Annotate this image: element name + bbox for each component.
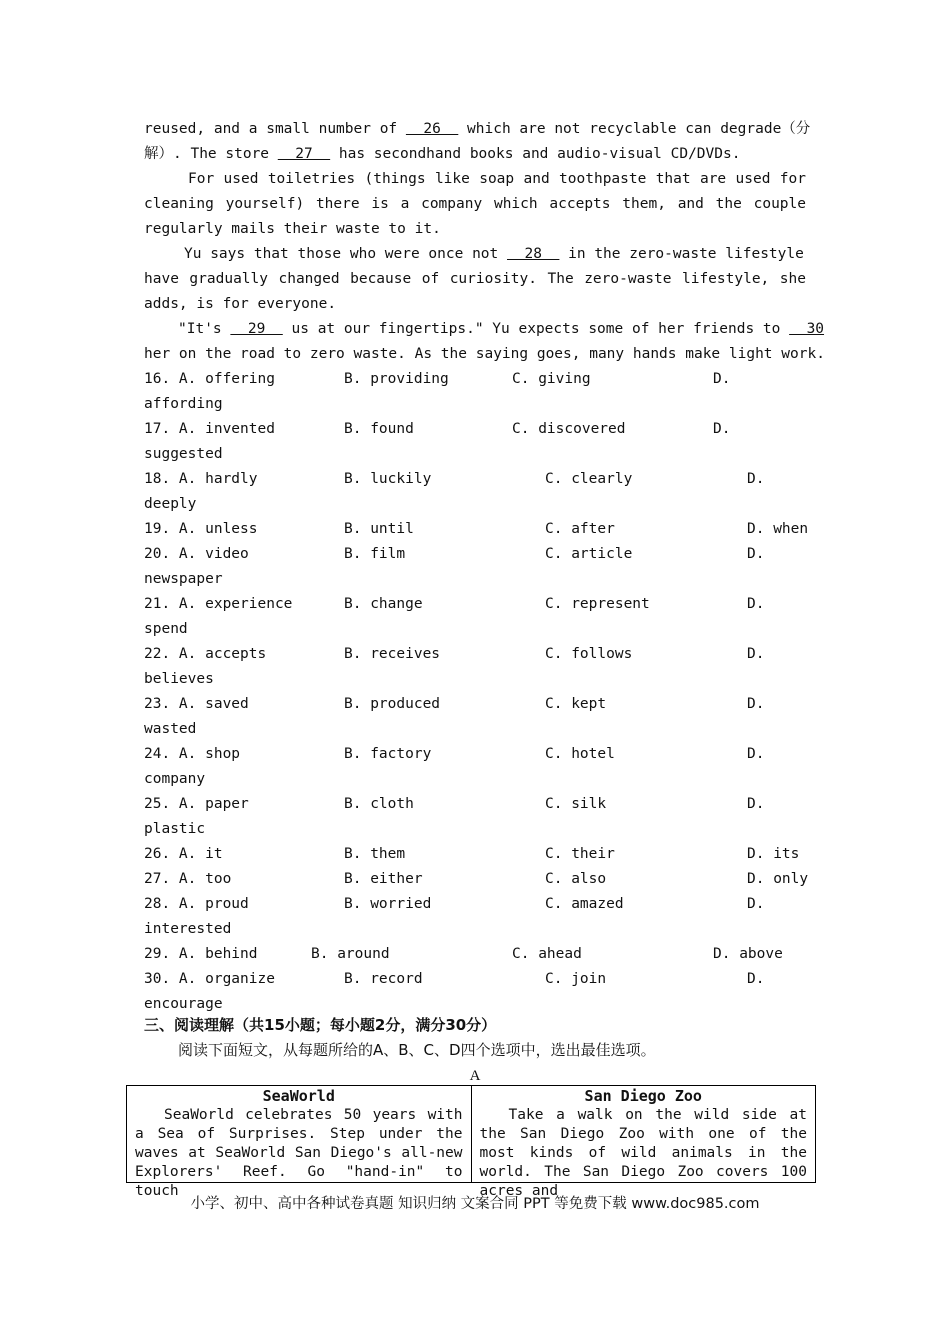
option-d: D.	[747, 596, 765, 612]
option-d-wrap: suggested	[144, 446, 223, 462]
option-row	[144, 367, 824, 392]
option-b: B. worried	[344, 896, 432, 912]
option-a: 29. A. behind	[144, 946, 258, 962]
seaworld-title: SeaWorld	[262, 1087, 335, 1105]
option-b: B. providing	[344, 371, 449, 387]
option-b: B. film	[344, 546, 406, 562]
option-row	[144, 867, 824, 892]
option-d: D. when	[747, 521, 809, 537]
option-d-wrap: interested	[144, 921, 232, 937]
passage-line-2: 解）. The store 27 has secondhand books and audio-visual CD/DVDs.	[144, 146, 741, 162]
passage-label: A	[469, 1068, 481, 1084]
option-d: D.	[747, 696, 765, 712]
option-b: B. factory	[344, 746, 432, 762]
option-d-wrap: affording	[144, 396, 223, 412]
section-instruction: 阅读下面短文，从每题所给的A、B、C、D四个选项中，选出最佳选项。	[178, 1041, 656, 1059]
option-d: D.	[747, 546, 765, 562]
option-b: B. either	[344, 871, 423, 887]
option-row	[144, 967, 824, 992]
footer-text: 小学、初中、高中各种试卷真题 知识归纳 文案合同 PPT 等免费下载 www.doc985.com	[190, 1196, 760, 1212]
option-c: C. giving	[512, 371, 591, 387]
blank-26: 26	[405, 121, 459, 137]
option-a: 17. A. invented	[144, 421, 275, 437]
passage-line-5: regularly mails their waste to it.	[144, 221, 441, 237]
option-d-wrap: plastic	[144, 821, 206, 837]
option-c: C. their	[545, 846, 615, 862]
option-b: B. luckily	[344, 471, 432, 487]
option-c: C. hotel	[545, 746, 615, 762]
option-c: C. clearly	[545, 471, 633, 487]
passage-line-1: reused, and a small number of 26 which are not recyclable can degrade（分	[144, 121, 811, 137]
seaworld-text: SeaWorld celebrates 50 years with a Sea of Surprises. Step under the waves at SeaWorld San Diego's all-new Explorers' Reef. Go "hand-in" to touch	[135, 1107, 463, 1199]
passage-line-10: her on the road to zero waste. As the saying goes, many hands make light work.	[144, 346, 825, 362]
option-b: B. record	[344, 971, 423, 987]
blank-27: 27	[277, 146, 331, 162]
option-d: D. its	[747, 846, 800, 862]
passage-line-3: For used toiletries (things like soap and toothpaste that are used for	[188, 171, 806, 187]
option-row	[144, 642, 824, 667]
option-b: B. produced	[344, 696, 441, 712]
option-c: C. follows	[545, 646, 633, 662]
option-a: 16. A. offering	[144, 371, 275, 387]
option-d: D.	[747, 746, 765, 762]
passage-line-6: Yu says that those who were once not 28 in the zero-waste lifestyle	[184, 246, 804, 262]
option-d: D.	[713, 371, 731, 387]
option-d-wrap: newspaper	[144, 571, 223, 587]
reading-table	[126, 1085, 816, 1199]
option-d: D. above	[713, 946, 783, 962]
option-c: C. join	[545, 971, 607, 987]
option-row	[144, 892, 824, 917]
option-d-wrap: company	[144, 771, 206, 787]
passage-line-9: "It's 29 us at our fingertips." Yu expects some of her friends to 30	[178, 321, 825, 337]
option-a: 25. A. paper	[144, 796, 249, 812]
option-c: C. kept	[545, 696, 607, 712]
option-a: 23. A. saved	[144, 696, 249, 712]
option-row	[144, 792, 824, 817]
zoo-text: Take a walk on the wild side at the San Diego Zoo with one of the most kinds of wild animals in the world. The San Diego Zoo covers 100 acres and	[479, 1107, 807, 1199]
option-b: B. until	[344, 521, 414, 537]
option-a: 26. A. it	[144, 846, 223, 862]
passage-line-7: have gradually changed because of curiosity. The zero-waste lifestyle, she	[144, 271, 806, 287]
option-d: D.	[747, 971, 765, 987]
option-d: D. only	[747, 871, 809, 887]
option-row	[144, 417, 824, 442]
option-a: 19. A. unless	[144, 521, 258, 537]
option-b: B. receives	[344, 646, 441, 662]
option-c: C. discovered	[512, 421, 626, 437]
option-d: D.	[713, 421, 731, 437]
option-row	[144, 592, 824, 617]
option-a: 27. A. too	[144, 871, 232, 887]
option-d-wrap: encourage	[144, 996, 223, 1012]
option-a: 28. A. proud	[144, 896, 249, 912]
option-row	[144, 467, 824, 492]
option-a: 24. A. shop	[144, 746, 241, 762]
section-heading: 三、阅读理解（共15小题；每小题2分，满分30分）	[144, 1016, 497, 1034]
option-a: 20. A. video	[144, 546, 249, 562]
option-c: C. article	[545, 546, 633, 562]
option-row	[144, 692, 824, 717]
option-d-wrap: spend	[144, 621, 188, 637]
blank-30: 30	[789, 321, 825, 337]
zoo-title: San Diego Zoo	[584, 1087, 702, 1105]
option-d: D.	[747, 646, 765, 662]
option-c: C. represent	[545, 596, 650, 612]
option-a: 18. A. hardly	[144, 471, 258, 487]
option-b: B. them	[344, 846, 406, 862]
seaworld-cell	[127, 1086, 472, 1199]
blank-29: 29	[230, 321, 283, 337]
option-row	[144, 542, 824, 567]
passage-line-4: cleaning yourself) there is a company which accepts them, and the couple	[144, 196, 806, 212]
option-d: D.	[747, 796, 765, 812]
option-b: B. found	[344, 421, 414, 437]
option-a: 30. A. organize	[144, 971, 275, 987]
option-d-wrap: deeply	[144, 496, 197, 512]
option-d-wrap: wasted	[144, 721, 197, 737]
option-a: 21. A. experience	[144, 596, 293, 612]
option-row	[144, 942, 824, 967]
option-b: B. cloth	[344, 796, 414, 812]
option-c: C. ahead	[512, 946, 582, 962]
option-b: B. change	[344, 596, 423, 612]
option-d-wrap: believes	[144, 671, 214, 687]
option-row	[144, 842, 824, 867]
option-d: D.	[747, 471, 765, 487]
option-c: C. also	[545, 871, 607, 887]
option-c: C. amazed	[545, 896, 624, 912]
option-a: 22. A. accepts	[144, 646, 267, 662]
zoo-cell	[471, 1086, 816, 1199]
option-row	[144, 742, 824, 767]
passage-line-8: adds, is for everyone.	[144, 296, 337, 312]
blank-28: 28	[507, 246, 560, 262]
option-d: D.	[747, 896, 765, 912]
option-c: C. after	[545, 521, 615, 537]
option-row	[144, 517, 824, 542]
option-c: C. silk	[545, 796, 607, 812]
option-b: B. around	[311, 946, 390, 962]
